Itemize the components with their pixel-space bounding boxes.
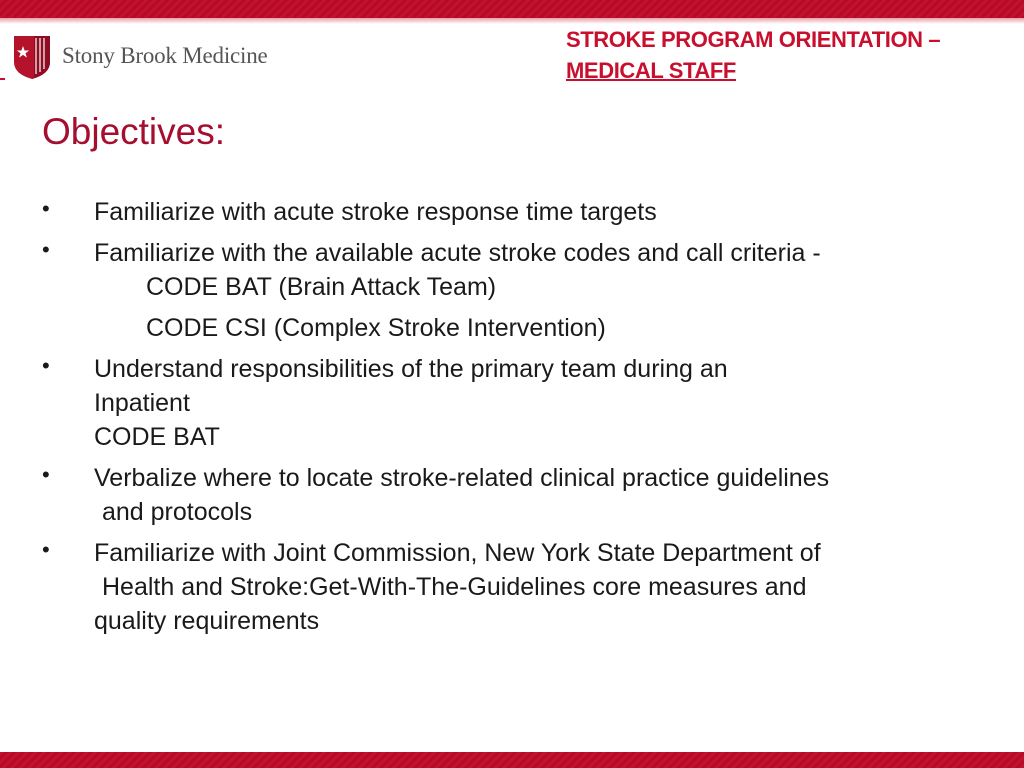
list-item	[42, 352, 982, 454]
bullet-icon: •	[42, 196, 50, 221]
bullet-text: Familiarize with the available acute stroke codes and call criteria -	[94, 239, 821, 267]
bullet-icon: •	[42, 353, 50, 378]
bullet-text: Familiarize with acute stroke response time targets	[94, 198, 657, 226]
bullet-icon: •	[42, 237, 50, 262]
list-item	[42, 236, 982, 345]
bullet-text: Understand responsibilities of the primary team during an	[94, 355, 728, 383]
bottom-decorative-bar	[0, 752, 1024, 768]
bullet-text: Inpatient	[94, 389, 190, 417]
header-title-line-1: STROKE PROGRAM ORIENTATION –	[566, 27, 941, 52]
bullet-text: Familiarize with Joint Commission, New York State Department of	[94, 539, 821, 567]
bullet-text: and protocols	[102, 498, 253, 526]
bullet-icon: •	[42, 537, 50, 562]
bullet-text: CODE BAT	[94, 423, 220, 451]
objectives-list	[42, 195, 982, 645]
stony-brook-logo	[12, 32, 268, 80]
bullet-text: Health and Stroke:Get-With-The-Guidelines core measures and	[102, 573, 807, 601]
left-accent-tick	[0, 78, 5, 80]
sub-item-code-csi: CODE CSI (Complex Stroke Intervention)	[146, 314, 606, 342]
bullet-text: quality requirements	[94, 607, 320, 635]
list-item	[42, 536, 982, 638]
stony-brook-shield-icon	[12, 32, 52, 80]
logo-wordmark: Stony Brook Medicine	[62, 43, 268, 68]
list-item	[42, 195, 982, 229]
slide-header	[566, 24, 1016, 86]
bullet-text: Verbalize where to locate stroke-related clinical practice guidelines	[94, 464, 830, 492]
sub-item-code-bat: CODE BAT (Brain Attack Team)	[146, 273, 497, 301]
header-title-line-2: MEDICAL STAFF	[566, 58, 736, 83]
top-decorative-bar	[0, 0, 1024, 18]
slide-title: Objectives:	[42, 111, 226, 152]
bullet-icon: •	[42, 462, 50, 487]
list-item	[42, 461, 982, 529]
